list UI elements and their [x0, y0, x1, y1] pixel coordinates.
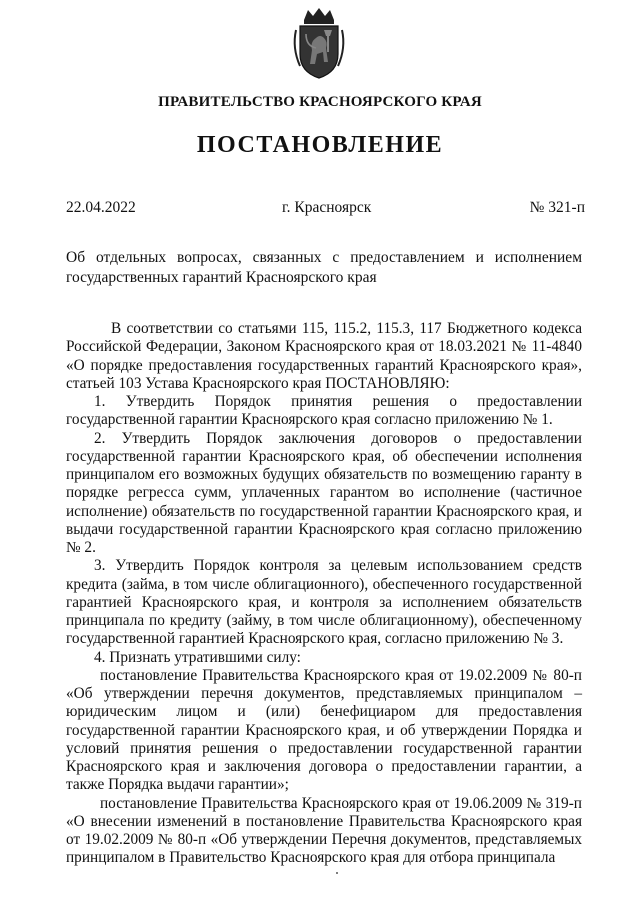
- scan-speck: [336, 872, 338, 874]
- clause-4-repealed-act-1: постановление Правительства Красноярского края от 19.02.2009 № 80-п «Об утверждении перечня документов, представляемых принципалом – юридическим лицом и (или) бенефициаром для предоставления государственной гарантии Красноярского края, и об утверждении Порядка и условий принятия решения о предоставлении государственной гарантии Красноярского края и заключения договора о предоставлении гарантии, а также Порядка выдачи гарантии»;: [66, 666, 582, 794]
- clause-4: 4. Признать утратившими силу:: [94, 648, 301, 666]
- clause-3: 3. Утвердить Порядок контроля за целевым использованием средств кредита (займа, в том числе облигационного), обеспеченного государственной гарантией Красноярского края, и контроля за исполнением обязательств принципала по кредиту (займу, в том числе облигационному), обеспеченному государственной гарантией Красноярского края, согласно приложению № 3.: [66, 557, 582, 648]
- organization-title: ПРАВИТЕЛЬСТВО КРАСНОЯРСКОГО КРАЯ: [158, 94, 482, 110]
- document-body: [66, 320, 582, 868]
- document-city: г. Красноярск: [282, 199, 372, 216]
- clause-1: 1. Утвердить Порядок принятия решения о предоставлении государственной гарантии Красноярского края согласно приложению № 1.: [66, 393, 582, 429]
- document-subject: Об отдельных вопросах, связанных с предоставлением и исполнением государственных гарантий Красноярского края: [66, 249, 582, 286]
- document-type-heading: ПОСТАНОВЛЕНИЕ: [196, 132, 444, 158]
- document-number: № 321-п: [529, 199, 585, 216]
- intro-paragraph: В соответствии со статьями 115, 115.2, 115.3, 117 Бюджетного кодекса Российской Федерации, Законом Красноярского края от 18.03.2021 № 11-4840 «О порядке предоставления государственных гарантий Красноярского края», статьей 103 Устава Красноярского края ПОСТАНОВЛЯЮ:: [66, 320, 582, 392]
- clause-2: 2. Утвердить Порядок заключения договоров о предоставлении государственной гарантии Красноярского края, об обеспечении исполнения принципалом его возможных будущих обязательств по возмещению гаранту в порядке регресса сумм, уплаченных гарантом во исполнение (частичное исполнение) обязательств по государственной гарантии Красноярского края, и выдачи государственной гарантии Красноярского края согласно приложению № 2.: [66, 429, 582, 556]
- clause-4-repealed-act-2: постановление Правительства Красноярского края от 19.06.2009 № 319-п «О внесении изменений в постановление Правительства Красноярского края от 19.02.2009 № 80-п «Об утверждении Перечня документов, представляемых принципалом в Правительство Красноярского края для отбора принципала: [66, 794, 582, 867]
- document-date: 22.04.2022: [66, 199, 136, 216]
- krasnoyarsk-coat-of-arms-icon: [290, 6, 348, 80]
